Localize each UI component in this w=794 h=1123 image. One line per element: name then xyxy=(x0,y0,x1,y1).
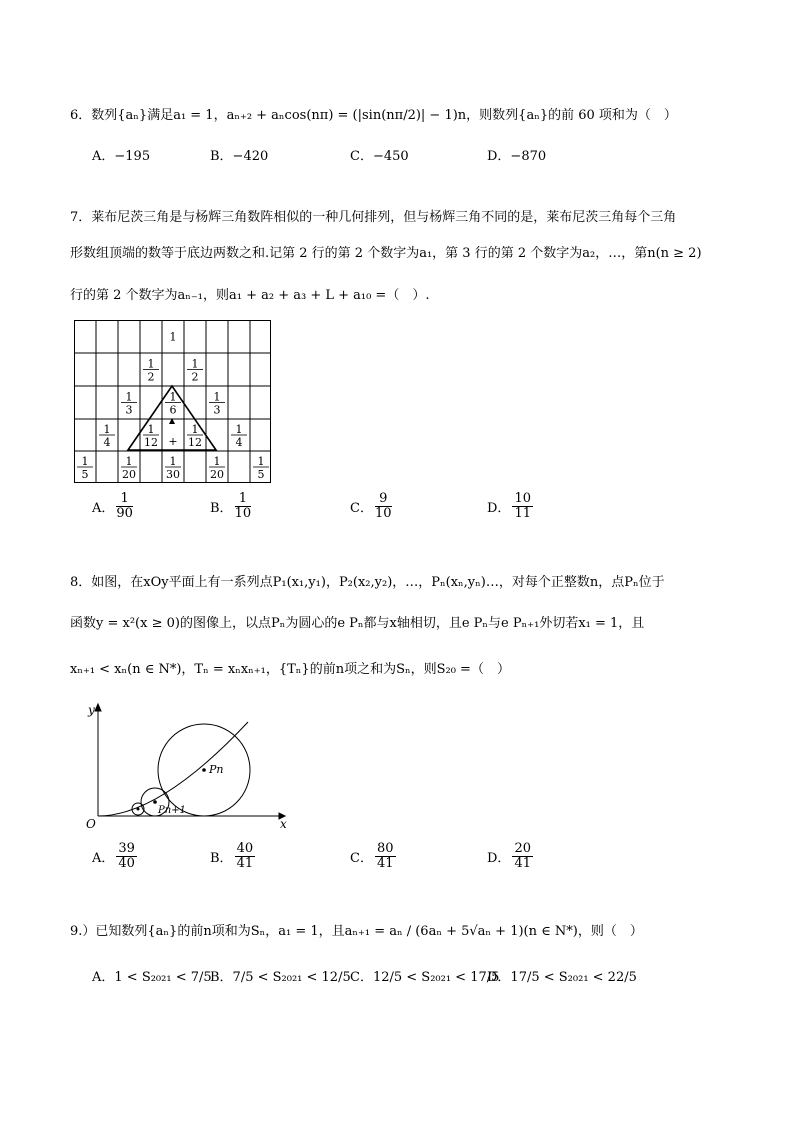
option-a: A． $\frac{1}{90}$ xyxy=(92,491,133,521)
svg-text:2: 2 xyxy=(147,370,155,384)
grid-cell-value xyxy=(143,358,159,384)
grid-cell-value xyxy=(170,331,177,344)
option-d: D． $\frac{10}{11}$ xyxy=(487,491,531,521)
svg-text:12: 12 xyxy=(188,436,202,449)
svg-text:1: 1 xyxy=(235,423,243,436)
grid-cell-value xyxy=(143,423,159,449)
svg-text:30: 30 xyxy=(166,468,180,481)
svg-text:4: 4 xyxy=(235,436,243,449)
figure-label-pn: Pn xyxy=(209,763,224,776)
svg-text:6: 6 xyxy=(169,403,177,417)
q7-line2: 形数组顶端的数等于底边两数之和.记第 2 行的第 2 个数字为a₁，第 3 行的第 2 个数字为a₂，…，第n(n ≥ 2) xyxy=(70,246,702,261)
svg-text:1: 1 xyxy=(147,423,155,436)
circles-parabola-figure xyxy=(80,700,290,830)
svg-text:20: 20 xyxy=(210,468,224,481)
q6-option-a: A．−195 xyxy=(92,149,151,164)
q9-option-d: D．17/5 < S₂₀₂₁ < 22/5 xyxy=(487,970,637,985)
svg-text:1: 1 xyxy=(191,423,199,436)
q6-option-d: D．−870 xyxy=(487,149,547,164)
svg-text:1: 1 xyxy=(125,390,133,404)
svg-text:4: 4 xyxy=(103,436,111,449)
q6-option-c: C．−450 xyxy=(350,149,409,164)
svg-text:1: 1 xyxy=(81,455,89,468)
grid-cell-value xyxy=(187,358,203,384)
figure-label-pn1: Pn+1 xyxy=(158,805,186,816)
svg-text:1: 1 xyxy=(213,455,221,468)
svg-text:1: 1 xyxy=(257,455,265,468)
q6-option-b: B．−420 xyxy=(210,149,269,164)
svg-text:1: 1 xyxy=(169,390,177,404)
grid-cell-value xyxy=(99,423,115,449)
option-c: C． $\frac{9}{10}$ xyxy=(350,491,392,521)
q8-line1: 8．如图，在xOy平面上有一系列点P₁(x₁,y₁)，P₂(x₂,y₂)，…，Pₙ(xₙ,yₙ)…，对每个正整数n，点Pₙ位于 xyxy=(70,575,665,590)
svg-text:1: 1 xyxy=(213,390,221,404)
grid-cell-value xyxy=(121,455,137,481)
option-c: C． $\frac{80}{41}$ xyxy=(350,841,394,871)
grid-cell-value xyxy=(231,423,247,449)
svg-text:5: 5 xyxy=(81,468,89,481)
q9-option-c: C．12/5 < S₂₀₂₁ < 17/5 xyxy=(350,970,500,985)
q8-line2: 函数y = x²(x ≥ 0)的图像上，以点Pₙ为圆心的e Pₙ都与x轴相切，且e Pₙ与e Pₙ₊₁外切若x₁ = 1，且 xyxy=(70,616,645,631)
svg-text:5: 5 xyxy=(257,468,265,481)
svg-text:1: 1 xyxy=(191,357,199,371)
grid-cell-value xyxy=(77,455,93,481)
figure-label-origin: O xyxy=(86,817,96,830)
option-a: A． $\frac{39}{40}$ xyxy=(92,841,135,871)
grid-cell-value xyxy=(168,435,177,448)
grid-cell-value xyxy=(209,455,225,481)
grid-cell-value xyxy=(121,391,137,417)
leibniz-triangle-grid xyxy=(74,320,272,484)
svg-text:1: 1 xyxy=(169,330,177,344)
option-d: D． $\frac{20}{41}$ xyxy=(487,841,531,871)
svg-text:3: 3 xyxy=(125,403,133,417)
grid-cell-value xyxy=(209,391,225,417)
q6-stem: 6．数列{aₙ}满足a₁ = 1，aₙ₊₂ + aₙcos(nπ) = (|sin(nπ/2)| − 1)n，则数列{aₙ}的前 60 项和为（ ） xyxy=(70,108,677,123)
option-b: B． $\frac{40}{41}$ xyxy=(210,841,254,871)
figure-label-y: y xyxy=(88,703,95,717)
svg-text:1: 1 xyxy=(147,357,155,371)
grid-cell-value xyxy=(165,455,181,481)
svg-text:1: 1 xyxy=(103,423,111,436)
svg-text:20: 20 xyxy=(122,468,136,481)
q7-line1: 7．莱布尼茨三角是与杨辉三角数阵相似的一种几何排列，但与杨辉三角不同的是，莱布尼茨三角每个三角 xyxy=(70,210,677,225)
figure-label-x: x xyxy=(280,817,287,830)
q7-line3: 行的第 2 个数字为aₙ₋₁，则a₁ + a₂ + a₃ + L + a₁₀ =（ ）. xyxy=(70,288,430,303)
q9-option-a: A．1 < S₂₀₂₁ < 7/5 xyxy=(92,970,212,985)
svg-text:12: 12 xyxy=(144,436,158,449)
q9-stem: 9.）已知数列{aₙ}的前n项和为Sₙ，a₁ = 1，且aₙ₊₁ = aₙ / (6aₙ + 5√aₙ + 1)(n ∈ N*)，则（ ） xyxy=(70,924,643,939)
svg-text:2: 2 xyxy=(191,370,199,384)
q9-option-b: B．7/5 < S₂₀₂₁ < 12/5 xyxy=(210,970,351,985)
q8-line3: xₙ₊₁ < xₙ(n ∈ N*)，Tₙ = xₙxₙ₊₁，{Tₙ}的前n项之和为Sₙ，则S₂₀ =（ ） xyxy=(70,662,510,677)
svg-text:+: + xyxy=(168,435,178,448)
svg-text:1: 1 xyxy=(125,455,133,468)
svg-text:3: 3 xyxy=(213,403,221,417)
svg-text:1: 1 xyxy=(169,455,177,468)
option-b: B． $\frac{1}{10}$ xyxy=(210,491,252,521)
grid-cell-value xyxy=(253,455,269,481)
